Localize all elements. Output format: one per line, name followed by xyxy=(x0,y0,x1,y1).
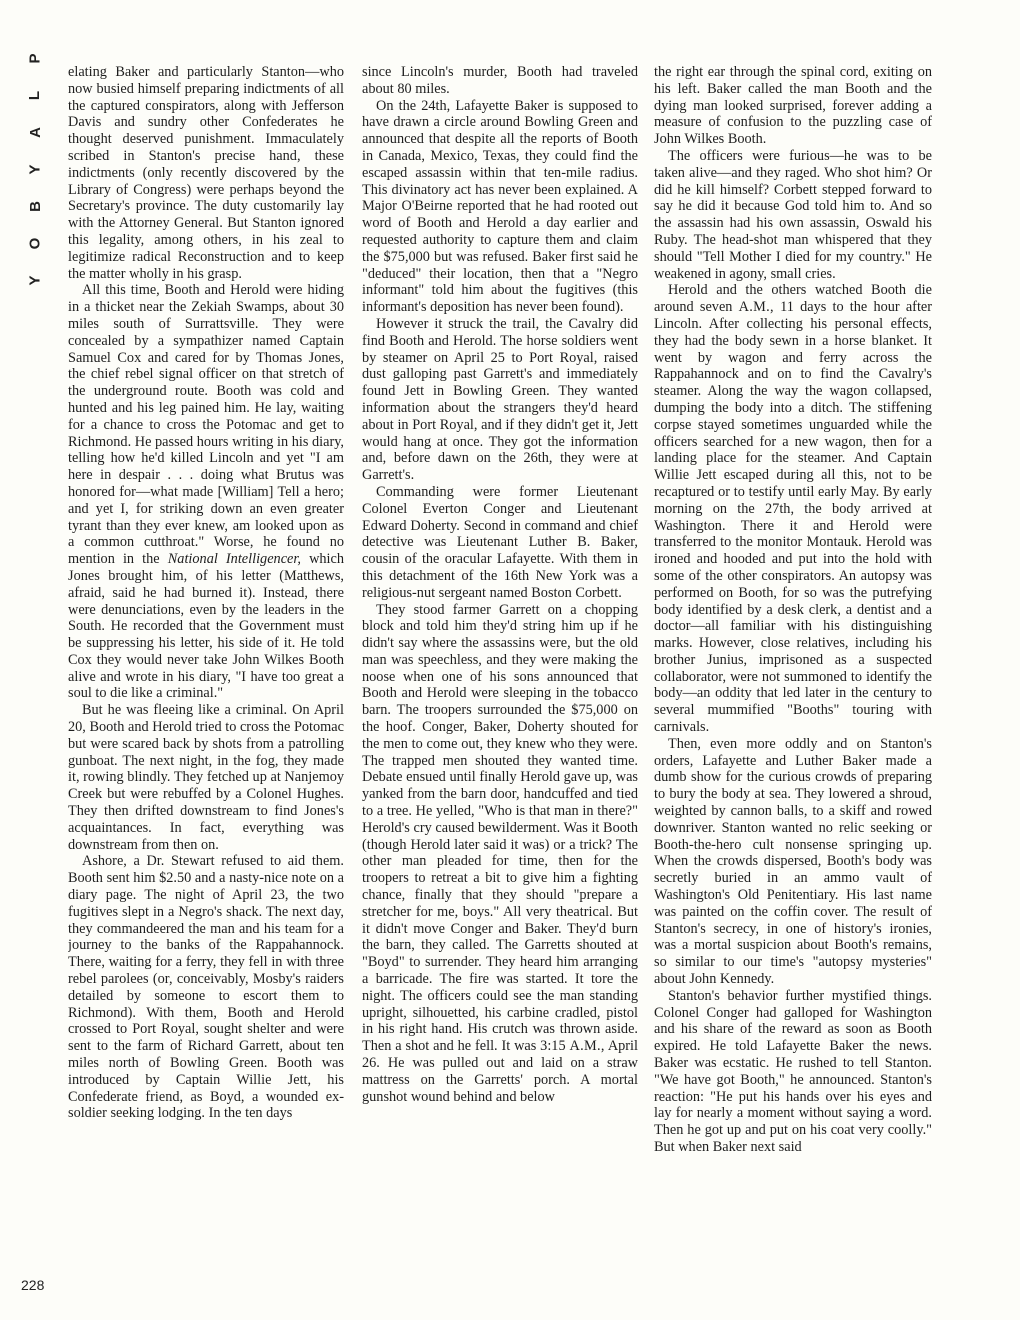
paragraph: The officers were furious—he was to be taken alive—and they raged. Who shot him? Or did he kill himself? Corbett stepped forward to say he did it because God told him to. And so the assassin had his own assassin, Oswald his Ruby. The head-shot man whispered that they should "Tell Mother I died for my country." He weakened in agony, small cries. xyxy=(654,147,932,282)
brand-letter: P xyxy=(26,53,44,64)
page-number: 228 xyxy=(21,1277,45,1293)
time-label: A.M., xyxy=(738,299,774,316)
paragraph: Ashore, a Dr. Stewart refused to aid them. Booth sent him $2.50 and a nasty-nice note on a diary page. The night of April 23, the two fugitives slept in a Negro's shack. The next day, they commandeered the man and his team for a journey to the banks of the Rappahannock. There, waiting for a ferry, they fell in with three rebel parolees (or, conceivably, Mosby's raiders detailed by someone to escort them to Richmond). With them, Booth and Herold crossed to Port Royal, sought shelter and were sent to the farm of Richard Garrett, about ten miles north of Bowling Green. Booth was introduced by Captain Willie Jett, his Confederate friend, as Boyd, a wounded ex-soldier seeking lodging. In the ten days xyxy=(68,853,344,1122)
brand-letter: L xyxy=(26,90,44,101)
paragraph: On the 24th, Lafayette Baker is supposed to have drawn a circle around Bowling Green and announced that despite all the reports of Booth in Canada, Mexico, Texas, they could find the escaped assassin within that ten-mile radius. This divinatory act has never been explained. A Major O'Beirne reported that he had rooted out word of Booth and Herold a day earlier and requested authority to capture them and claim the $75,000 but was refused. Baker first said he "deduced" their location, then that a "Negro informant" told him about the fugitives (this informant's deposition has never been found). xyxy=(362,97,638,316)
paragraph: since Lincoln's murder, Booth had traveled about 80 miles. xyxy=(362,64,638,97)
paragraph: Herold and the others watched Booth die around seven A.M., 11 days to the hour after Lincoln. After collecting his personal effects, they had the body sewn in a horse blanket. It went by wagon and ferry across the Rappahannock and on to find the Cavalry's steamer. Along the way the wagon collapsed, dumping the body into a ditch. The stiffening corpse stayed sometimes unguarded while the officers searched for a new wagon, then for a landing place for the steamer. And Captain Willie Jett escaped during all this, not to be recaptured or to testify until early May. By early morning on the 27th, the body arrived at Washington. There it and Herold were transferred to the monitor Montauk. Herold was ironed and hooded and put into the hold with some of the other conspirators. An autopsy was performed on Booth, for so was the putrefying body identified by a desk clerk, a dentist and a doctor—all familiar with his distinguishing marks. However, close relatives, including his brother Junius, imprisoned as a suspected collaborator, were not summoned to identify the body—an oddity that led later in the century to several mummified "Booths" touring with carnivals. xyxy=(654,282,932,736)
paragraph: elating Baker and particularly Stanton—who now busied himself preparing indictments of all the captured conspirators, along with Jefferson Davis and sundry other Confederates he thought deserved punishment. Immaculately scribed in Stanton's precise hand, these indictments (only recently discovered by the Library of Congress) were perhaps beyond the Secretary's province. The duty customarily lay with the Attorney General. But Stanton ignored this legality, among others, in his zeal to legitimize radical Reconstruction and to keep the matter wholly in his grasp. xyxy=(68,64,344,282)
paragraph: But he was fleeing like a criminal. On April 20, Booth and Herold tried to cross the Potomac but were scared back by shots from a patrolling gunboat. The next night, in the fog, they made it, rowing blindly. They fetched up at Nanjemoy Creek but were rebuffed by a Colonel Hughes. They then drifted downstream to find Jones's acquaintances. In fact, everything was downstream from then on. xyxy=(68,702,344,853)
text-column-2 xyxy=(362,64,638,1296)
paragraph: Commanding were former Lieutenant Colonel Everton Conger and Lieutenant Edward Doherty. Second in command and chief detective was Lieutenant Luther B. Baker, cousin of the oracular Lafayette. With them in this detachment of the 16th New York was a religious-nut sergeant named Boston Corbett. xyxy=(362,483,638,601)
brand-letter: Y xyxy=(26,164,44,175)
text-column-1 xyxy=(68,64,344,1296)
brand-letter: A xyxy=(26,127,44,138)
paragraph: Then, even more oddly and on Stanton's orders, Lafayette and Luther Baker made a dumb show for the curious crowds of preparing to bury the body at sea. They lowered a shroud, weighted by cannon balls, to a skiff and rowed downriver. Stanton wanted no relic seeking or Booth-the-hero cult nonsense springing up. When the crowds dispersed, Booth's body was secretly buried in an ammo vault of Washington's Old Penitentiary. His last name was painted on the coffin cover. The result of Stanton's secrecy, in one of history's ironies, was a mortal suspicion about Booth's remains, so similar to our time's "autopsy mysteries" about John Kennedy. xyxy=(654,735,932,988)
time-label: A.M., xyxy=(569,1038,605,1055)
brand-letter: B xyxy=(26,201,44,212)
paragraph: They stood farmer Garrett on a chopping block and told him they'd string him up if he didn't say where the assassins were, but the old man was speechless, and they were making the noose when one of his sons announced that Booth and Herold were sleeping in the tobacco barn. The troopers surrounded the $75,000 on the hoof. Conger, Baker, Doherty shouted for the men to come out, they knew who they were. The trapped men shouted they wanted time. Debate ensued until finally Herold gave up, was yanked from the barn door, handcuffed and tied to a tree. He yelled, "Who is that man in there?" Herold's cry caused bewilderment. Was it Booth (though Herold later said it was) or a trick? The other man pleaded for time, then for the troopers to retreat a bit to give him a fighting chance, finally that they should "prepare a stretcher for me, boys." All very theatrical. But it didn't move Conger and Baker. They'd burn the barn, they called. The Garretts shouted at "Boyd" to surrender. They heard him arranging a barricade. The fire was started. It tore the night. The officers could see the man standing upright, silhouetted, his carbine cradled, pistol in his right hand. His crutch was thrown aside. Then a shot and he fell. It was 3:15 A.M., April 26. He was pulled out and laid on a straw mattress on the Garretts' porch. A mortal gunshot wound behind and below xyxy=(362,601,638,1105)
brand-letter: Y xyxy=(26,275,44,286)
brand-letter: O xyxy=(26,237,44,250)
paragraph: All this time, Booth and Herold were hiding in a thicket near the Zekiah Swamps, about 30 miles south of Surrattsville. They were concealed by a sympathizer named Captain Samuel Cox and cared for by Thomas Jones, the chief rebel signal officer on that stretch of the underground route. Booth was cold and hunted and his leg pained him. He lay, waiting for a chance to cross the Potomac and get to Richmond. He passed hours writing in his diary, telling how he'd killed Lincoln and yet "I am here in despair . . . doing what Brutus was honored for—what made [William] Tell a hero; and yet I, for striking down an even greater tyrant than they ever knew, am looked upon as a common cutthroat." Worse, he found no mention in the National Intelligencer, which Jones brought him, of his letter (Matthews, afraid, said he had burned it). Instead, there were denunciations, even by the leaders in the South. He recorded that the Government must be suppressing his letter, his side of it. He told Cox they would never take John Wilkes Booth alive and wrote in his diary, "I have too great a soul to die like a criminal." xyxy=(68,282,344,702)
publication-title: National Intelligencer, xyxy=(167,551,301,568)
paragraph: However it struck the trail, the Cavalry did find Booth and Herold. The horse soldiers went by steamer on April 25 to Port Royal, raised dust galloping past Garrett's and immediately found Jett in Bowling Green. They wanted information about the strangers they'd heard about in Port Royal, and if they didn't get it, Jett would hang at once. They got the information and, before dawn on the 26th, they were at Garrett's. xyxy=(362,315,638,484)
text-column-3 xyxy=(654,64,932,1296)
paragraph: the right ear through the spinal cord, exiting on his left. Baker called the man Booth and the dying man looked surprised, forever adding a measure of confusion to the puzzling case of John Wilkes Booth. xyxy=(654,64,932,148)
paragraph: Stanton's behavior further mystified things. Colonel Conger had galloped for Washington and his share of the reward as soon as Booth expired. He told Lafayette Baker the news. Baker was ecstatic. He rushed to tell Stanton. "We have got Booth," he announced. Stanton's reaction: "He put his hands over his eyes and lay for nearly a moment without saying a word. Then he got up and put on his coat very coolly." But when Baker next said xyxy=(654,987,932,1155)
magazine-name-vertical xyxy=(22,40,48,340)
